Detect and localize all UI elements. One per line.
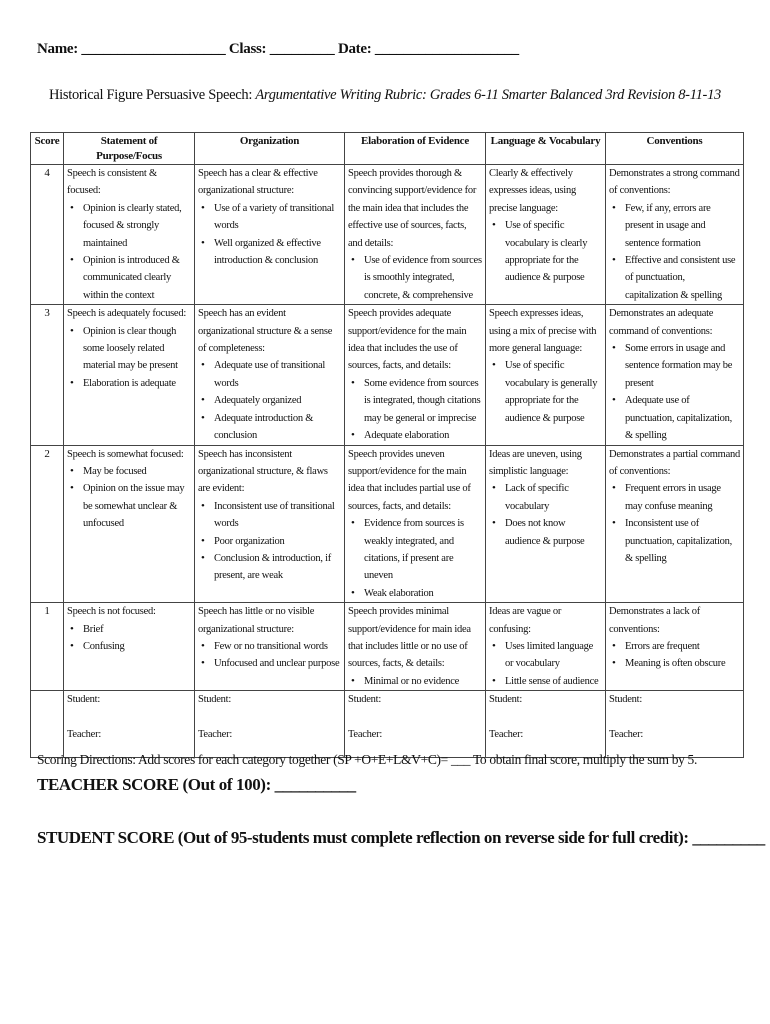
score-value: 4 <box>31 165 64 305</box>
criteria-item: • Uses limited language or vocabulary <box>505 638 602 673</box>
criteria-item: • Conclusion & introduction, if present, are weak <box>214 550 341 585</box>
signature-cell <box>486 691 606 758</box>
criteria-item: • Confusing <box>83 638 191 655</box>
criteria-item: • Evidence from sources is weakly integrated, and citations, if present are uneven <box>364 515 482 585</box>
score-value: 2 <box>31 445 64 603</box>
student-signature-label: Student: <box>67 694 101 706</box>
criteria-item: • Little sense of audience <box>505 673 602 690</box>
criteria-list <box>198 200 341 270</box>
criteria-item: • Use of evidence from sources is smoothly integrated, concrete, & comprehensive <box>364 252 482 304</box>
title-italic: Argumentative Writing Rubric: Grades 6-11 Smarter Balanced 3rd Revision 8-11-13 <box>255 87 721 103</box>
criteria-item: • Well organized & effective introduction & conclusion <box>214 235 341 270</box>
rubric-table <box>30 132 744 758</box>
criteria-list <box>67 323 191 393</box>
criteria-list <box>67 463 191 533</box>
criteria-item: • Some evidence from sources is integrated, though citations may be general or imprecise <box>364 375 482 427</box>
criteria-item: • Frequent errors in usage may confuse meaning <box>625 480 740 515</box>
criteria-item: • Lack of specific vocabulary <box>505 480 602 515</box>
score-value: 1 <box>31 603 64 691</box>
header-organization: Organization <box>195 133 345 165</box>
criteria-list <box>609 340 740 444</box>
criteria-list <box>348 673 482 690</box>
criteria-item: • Few, if any, errors are present in usage and sentence formation <box>625 200 740 252</box>
criteria-item: • Effective and consistent use of punctuation, capitalization & spelling <box>625 252 740 304</box>
cell-intro: Speech provides minimal support/evidence for main idea that includes little or no use of sources, facts, & details: <box>348 606 471 670</box>
cell-intro: Speech provides uneven support/evidence for the main idea that includes partial use of sources, facts, and details: <box>348 448 471 512</box>
criteria-item: • May be focused <box>83 463 191 480</box>
evidence-cell <box>345 603 486 691</box>
cell-intro: Clearly & effectively expresses ideas, using precise language: <box>489 168 576 214</box>
criteria-list <box>198 357 341 444</box>
criteria-item: • Use of a variety of transitional words <box>214 200 341 235</box>
criteria-list <box>489 638 602 690</box>
criteria-list <box>489 480 602 550</box>
header-conventions: Conventions <box>606 133 744 165</box>
signature-cell <box>606 691 744 758</box>
organization-cell <box>195 603 345 691</box>
criteria-item: • Adequate use of punctuation, capitalization, & spelling <box>625 392 740 444</box>
criteria-list <box>609 480 740 567</box>
student-signature-label: Student: <box>489 694 523 706</box>
student-signature-label: Student: <box>198 694 232 706</box>
signature-cell <box>195 691 345 758</box>
criteria-list <box>609 638 740 673</box>
criteria-list <box>489 357 602 427</box>
signature-score-cell <box>31 691 64 758</box>
cell-intro: Speech has a clear & effective organizational structure: <box>198 168 318 197</box>
language-cell <box>486 603 606 691</box>
conventions-cell <box>606 445 744 603</box>
criteria-list <box>609 200 740 304</box>
cell-intro: Speech is consistent & focused: <box>67 168 157 197</box>
criteria-list <box>348 515 482 602</box>
signature-cell <box>64 691 195 758</box>
cell-intro: Speech expresses ideas, using a mix of precise with more general language: <box>489 308 597 355</box>
criteria-item: • Minimal or no evidence <box>364 673 482 690</box>
cell-intro: Demonstrates a lack of conventions: <box>609 606 701 635</box>
teacher-signature-label: Teacher: <box>489 729 523 741</box>
criteria-item: • Opinion is clearly stated, focused & strongly maintained <box>83 200 191 252</box>
criteria-list <box>198 638 341 673</box>
focus-cell <box>64 165 195 305</box>
evidence-cell <box>345 445 486 603</box>
organization-cell <box>195 305 345 445</box>
criteria-item: • Weak elaboration <box>364 585 482 602</box>
header-evidence: Elaboration of Evidence <box>345 133 486 165</box>
criteria-item: • Some errors in usage and sentence formation may be present <box>625 340 740 392</box>
evidence-cell <box>345 305 486 445</box>
cell-intro: Speech provides thorough & convincing support/evidence for the main idea that includes the effective use of sources, facts, and details: <box>348 168 477 249</box>
signature-row <box>31 691 744 758</box>
rubric-row-score-4 <box>31 165 744 305</box>
criteria-list <box>67 200 191 304</box>
organization-cell <box>195 445 345 603</box>
criteria-list <box>348 375 482 445</box>
cell-intro: Demonstrates a partial command of conventions: <box>609 448 740 477</box>
rubric-row-score-1 <box>31 603 744 691</box>
criteria-item: • Poor organization <box>214 533 341 550</box>
cell-intro: Speech provides adequate support/evidence for the main idea that includes the use of sources, facts, and details: <box>348 308 467 372</box>
teacher-signature-label: Teacher: <box>609 729 643 741</box>
focus-cell <box>64 603 195 691</box>
cell-intro: Speech has an evident organizational structure & a sense of completeness: <box>198 308 333 355</box>
criteria-item: • Adequate use of transitional words <box>214 357 341 392</box>
header-score: Score <box>31 133 64 165</box>
student-score-line: STUDENT SCORE (Out of 95-students must complete reflection on reverse side for full credit): _________ <box>37 828 765 847</box>
criteria-item: • Errors are frequent <box>625 638 740 655</box>
criteria-list <box>348 252 482 304</box>
criteria-list <box>489 217 602 287</box>
rubric-row-score-3 <box>31 305 744 445</box>
language-cell <box>486 445 606 603</box>
cell-intro: Speech is somewhat focused: <box>67 448 184 460</box>
criteria-item: • Adequate introduction & conclusion <box>214 410 341 445</box>
language-cell <box>486 165 606 305</box>
criteria-item: • Inconsistent use of transitional words <box>214 498 341 533</box>
cell-intro: Speech has little or no visible organizational structure: <box>198 606 315 635</box>
teacher-signature-label: Teacher: <box>67 729 101 741</box>
cell-intro: Speech is adequately focused: <box>67 308 186 320</box>
cell-intro: Speech has inconsistent organizational structure, & flaws are evident: <box>198 448 328 495</box>
criteria-item: • Adequately organized <box>214 392 341 409</box>
criteria-item: • Elaboration is adequate <box>83 375 191 392</box>
teacher-signature-label: Teacher: <box>348 729 382 741</box>
criteria-item: • Unfocused and unclear purpose <box>214 655 341 672</box>
criteria-item: • Opinion on the issue may be somewhat unclear & unfocused <box>83 480 191 532</box>
cell-intro: Ideas are vague or confusing: <box>489 606 562 635</box>
teacher-signature-label: Teacher: <box>198 729 232 741</box>
title-plain: Historical Figure Persuasive Speech: <box>49 87 256 103</box>
criteria-list <box>67 621 191 656</box>
cell-intro: Demonstrates an adequate command of conventions: <box>609 308 714 337</box>
rubric-row-score-2 <box>31 445 744 603</box>
criteria-item: • Inconsistent use of punctuation, capitalization, & spelling <box>625 515 740 567</box>
criteria-item: • Opinion is clear though some loosely related material may be present <box>83 323 191 375</box>
organization-cell <box>195 165 345 305</box>
criteria-item: • Use of specific vocabulary is generally appropriate for the audience & purpose <box>505 357 602 427</box>
criteria-item: • Adequate elaboration <box>364 427 482 444</box>
conventions-cell <box>606 165 744 305</box>
focus-cell <box>64 445 195 603</box>
student-signature-label: Student: <box>348 694 382 706</box>
conventions-cell <box>606 305 744 445</box>
criteria-item: • Use of specific vocabulary is clearly appropriate for the audience & purpose <box>505 217 602 287</box>
signature-cell <box>345 691 486 758</box>
cell-intro: Speech is not focused: <box>67 606 156 618</box>
teacher-score-line: TEACHER SCORE (Out of 100): __________ <box>37 775 356 794</box>
cell-intro: Ideas are uneven, using simplistic language: <box>489 448 582 477</box>
cell-intro: Demonstrates a strong command of conventions: <box>609 168 740 197</box>
language-cell <box>486 305 606 445</box>
criteria-list <box>198 498 341 585</box>
name-class-date-line: Name: ____________________ Class: _________ Date: ____________________ <box>37 41 519 57</box>
criteria-item: • Opinion is introduced & communicated clearly within the context <box>83 252 191 304</box>
conventions-cell <box>606 603 744 691</box>
header-focus: Statement of Purpose/Focus <box>64 133 195 165</box>
criteria-item: • Brief <box>83 621 191 638</box>
student-signature-label: Student: <box>609 694 643 706</box>
evidence-cell <box>345 165 486 305</box>
criteria-item: • Does not know audience & purpose <box>505 515 602 550</box>
criteria-item: • Few or no transitional words <box>214 638 341 655</box>
criteria-item: • Meaning is often obscure <box>625 655 740 672</box>
rubric-title <box>0 87 770 104</box>
header-language: Language & Vocabulary <box>486 133 606 165</box>
header-row <box>31 133 744 165</box>
score-value: 3 <box>31 305 64 445</box>
scoring-directions: Scoring Directions: Add scores for each category together (SP +O+E+L&V+C)= ___ To obtain final score, multiply the sum by 5. <box>37 752 697 767</box>
focus-cell <box>64 305 195 445</box>
